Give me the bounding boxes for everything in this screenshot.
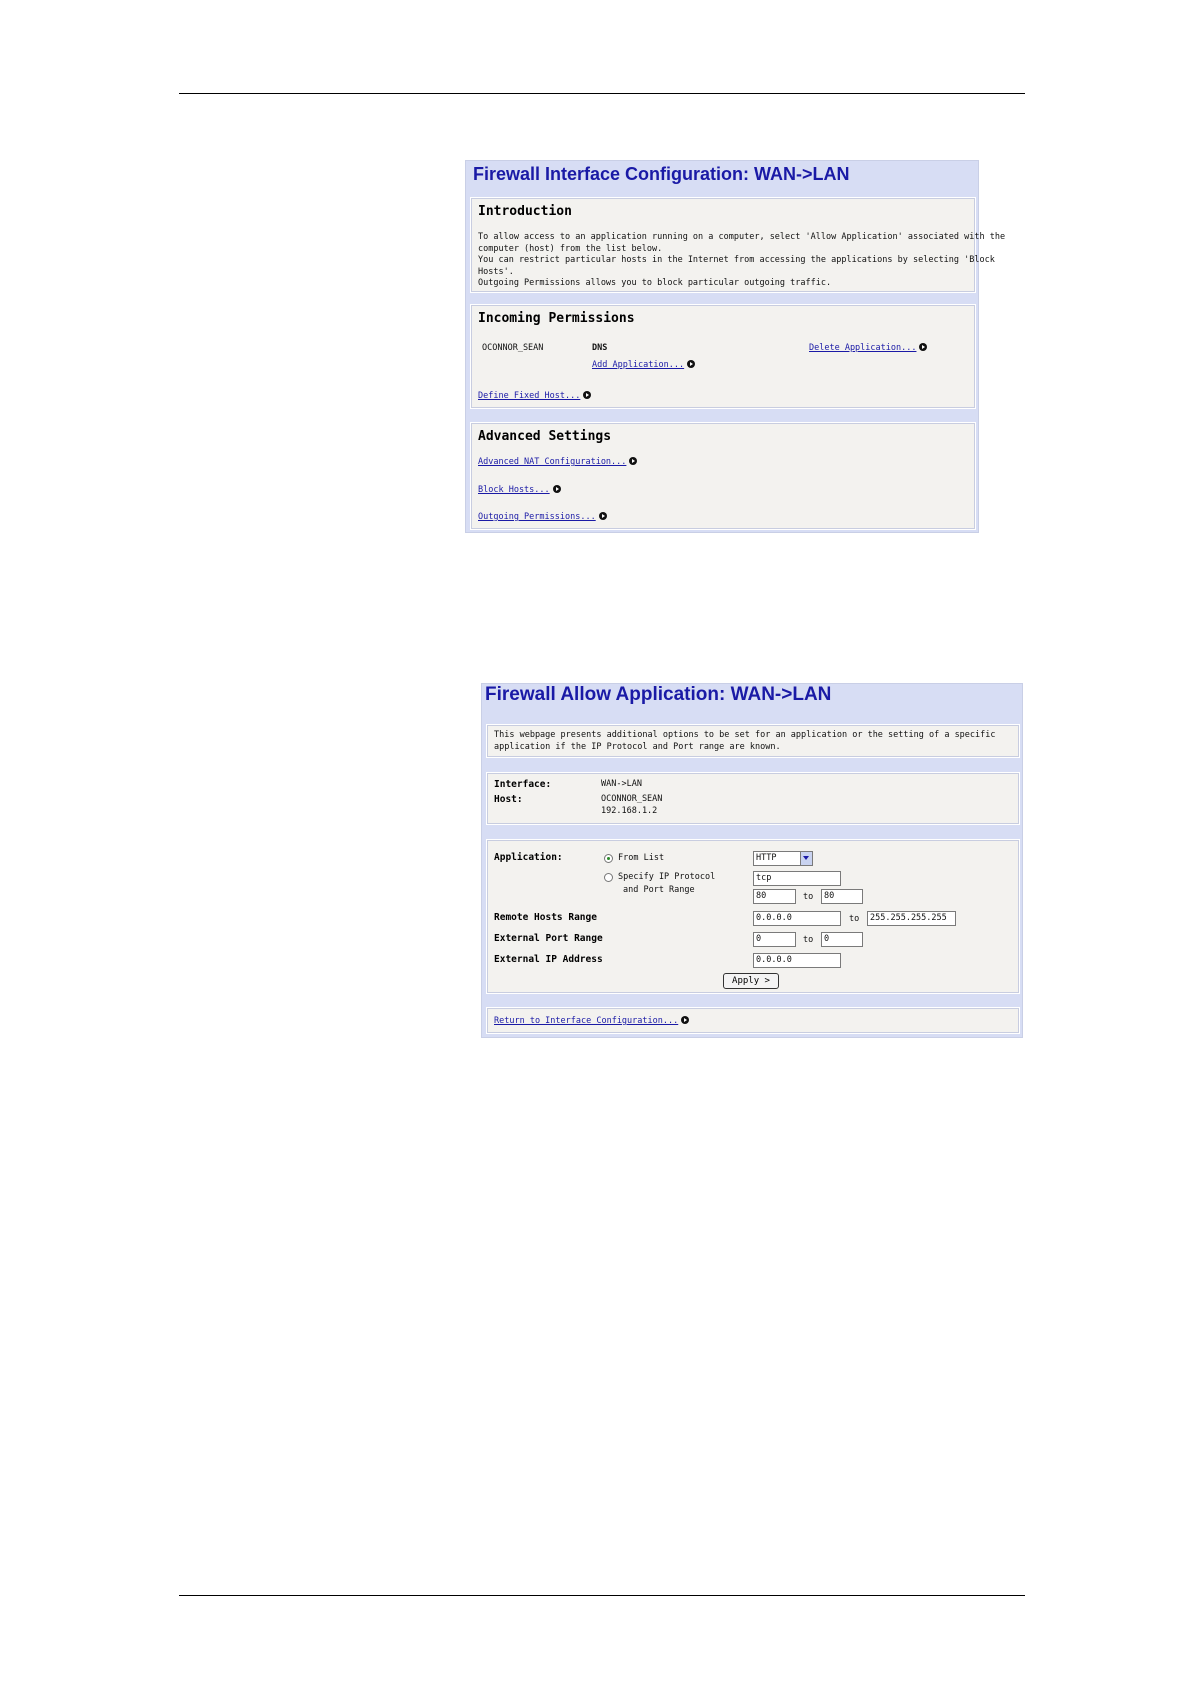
arrow-icon xyxy=(629,457,637,465)
remote-to-input[interactable]: 255.255.255.255 xyxy=(867,911,956,926)
host-label: Host: xyxy=(494,794,523,805)
external-port-label: External Port Range xyxy=(494,933,603,944)
to-label: to xyxy=(803,892,814,902)
from-list-label: From List xyxy=(618,853,665,863)
interface-label: Interface: xyxy=(494,779,552,790)
protocol-input[interactable]: tcp xyxy=(753,871,841,886)
application-label: Application: xyxy=(494,852,563,863)
specify-protocol-radio[interactable] xyxy=(604,873,613,882)
description-panel xyxy=(486,724,1020,758)
page-title: Firewall Allow Application: WAN->LAN xyxy=(485,684,832,705)
return-panel xyxy=(486,1007,1020,1034)
host-value: OCONNOR_SEAN xyxy=(601,794,663,804)
interface-value: WAN->LAN xyxy=(601,779,642,789)
incoming-permissions-heading: Incoming Permissions xyxy=(478,311,635,326)
host-name: OCONNOR_SEAN xyxy=(482,343,544,353)
remote-from-input[interactable]: 0.0.0.0 xyxy=(753,911,841,926)
advanced-settings-panel xyxy=(470,422,976,530)
advanced-settings-heading: Advanced Settings xyxy=(478,429,612,444)
external-ip-label: External IP Address xyxy=(494,954,603,965)
port-from-input[interactable]: 80 xyxy=(753,889,796,904)
arrow-icon xyxy=(553,485,561,493)
intro-line: To allow access to an application running on a computer, select 'Allow Application' associated with the xyxy=(478,232,1006,242)
header-rule xyxy=(179,93,1025,94)
application-name: DNS xyxy=(592,343,608,353)
apply-button[interactable]: Apply > xyxy=(723,973,779,989)
to-label: to xyxy=(849,914,860,924)
arrow-icon xyxy=(919,343,927,351)
introduction-panel xyxy=(470,197,1006,293)
port-to-input[interactable]: 80 xyxy=(821,889,863,904)
external-ip-input[interactable]: 0.0.0.0 xyxy=(753,953,841,968)
chevron-down-icon xyxy=(800,852,812,865)
info-panel xyxy=(486,772,1020,825)
introduction-heading: Introduction xyxy=(478,204,572,219)
incoming-permissions-panel xyxy=(470,304,976,409)
external-port-to-input[interactable]: 0 xyxy=(821,932,863,947)
application-select[interactable]: HTTP xyxy=(753,851,813,866)
arrow-icon xyxy=(583,391,591,399)
intro-line: You can restrict particular hosts in the Internet from accessing the applications by selecting 'Block xyxy=(478,255,995,265)
page-title: Firewall Interface Configuration: WAN->LAN xyxy=(473,164,850,184)
host-ip: 192.168.1.2 xyxy=(601,806,658,816)
to-label: to xyxy=(803,935,814,945)
firewall-allow-application-screenshot xyxy=(481,683,1023,1038)
description-line: This webpage presents additional options to be set for an application or the setting of a specific xyxy=(494,730,996,740)
block-hosts-link[interactable]: Block Hosts... xyxy=(478,485,561,495)
add-application-link[interactable]: Add Application... xyxy=(592,360,695,370)
description-line: application if the IP Protocol and Port range are known. xyxy=(494,742,781,752)
delete-application-link[interactable]: Delete Application... xyxy=(809,343,927,353)
footer-rule xyxy=(179,1595,1025,1596)
from-list-radio[interactable] xyxy=(604,854,613,863)
port-range-label: and Port Range xyxy=(623,885,695,895)
intro-line: Outgoing Permissions allows you to block particular outgoing traffic. xyxy=(478,278,832,288)
arrow-icon xyxy=(681,1016,689,1024)
remote-hosts-label: Remote Hosts Range xyxy=(494,912,597,923)
firewall-interface-screenshot xyxy=(465,160,1006,533)
intro-line: Hosts'. xyxy=(478,266,514,277)
return-to-interface-link[interactable]: Return to Interface Configuration... xyxy=(494,1016,689,1026)
application-form-panel xyxy=(486,839,1020,994)
arrow-icon xyxy=(687,360,695,368)
specify-protocol-label: Specify IP Protocol xyxy=(618,872,716,882)
external-port-from-input[interactable]: 0 xyxy=(753,932,796,947)
arrow-icon xyxy=(599,512,607,520)
define-fixed-host-link[interactable]: Define Fixed Host... xyxy=(478,391,591,401)
intro-line: computer (host) from the list below. xyxy=(478,243,663,254)
outgoing-permissions-link[interactable]: Outgoing Permissions... xyxy=(478,512,607,522)
advanced-nat-link[interactable]: Advanced NAT Configuration... xyxy=(478,457,637,467)
